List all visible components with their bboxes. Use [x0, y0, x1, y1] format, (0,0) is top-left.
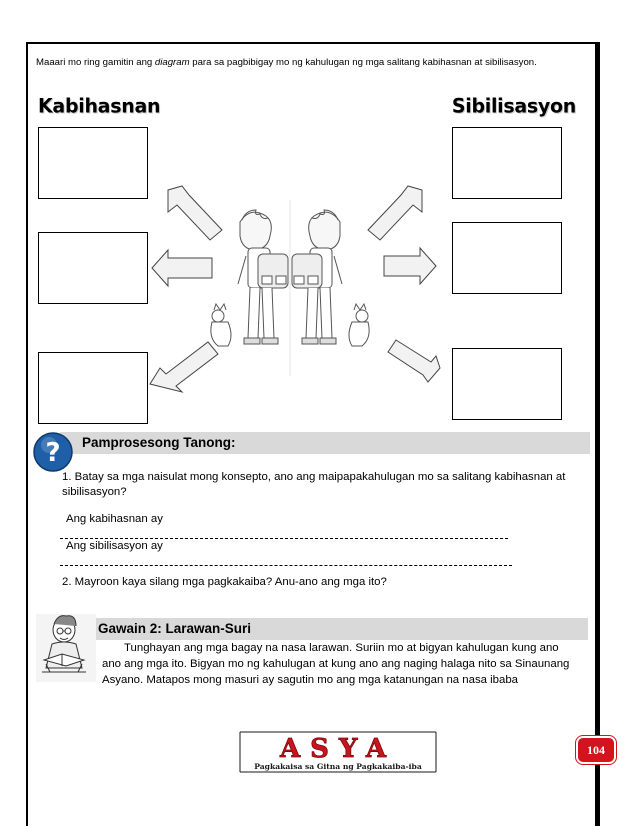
gawain-title: Gawain 2: Larawan-Suri — [98, 621, 252, 636]
answer-sibilisasyon-label: Ang sibilisasyon ay — [66, 540, 163, 552]
sibilisasyon-box-1[interactable] — [452, 127, 562, 199]
question-1-line-1: 1. Batay sa mga naisulat mong konsepto, ano ang maipapakahulugan mo sa salitang kabihasnan at — [62, 471, 566, 483]
pamprosesong-title: Pamprosesong Tanong: — [82, 435, 236, 450]
two-boys-illustration — [200, 200, 380, 376]
sibilisasyon-header: Sibilisasyon — [451, 94, 576, 118]
gawain-text-line-3: Asyano. Matapos mong masuri ay sagutin mo ang mga katanungan na nasa ibaba — [102, 674, 519, 686]
kabihasnan-box-2[interactable] — [38, 232, 148, 304]
gawain-text-line-2: ano ang mga ito. Bigyan mo ng kahulugan at kung ano ang naging halaga nito sa Sinaunang — [102, 658, 570, 670]
asya-logo — [236, 728, 440, 776]
answer-sibilisasyon-line[interactable] — [60, 565, 512, 566]
kabihasnan-header: Kabihasnan — [38, 94, 161, 118]
page-number-badge: 104 — [576, 736, 616, 764]
boy-left — [211, 210, 288, 346]
instruction-text: Maaari mo ring gamitin ang diagram para sa pagbibigay mo ng kahulugan ng mga salitang kabihasnan at sibilisasyon. — [36, 57, 537, 68]
instruction-emphasis: diagram — [154, 57, 190, 68]
sibilisasyon-box-3[interactable] — [452, 348, 562, 420]
answer-kabihasnan-label: Ang kabihasnan ay — [66, 513, 163, 525]
logo-word: ASYA — [279, 734, 397, 764]
question-2: 2. Mayroon kaya silang mga pagkakaiba? Anu-ano ang mga ito? — [62, 576, 387, 588]
boy-right — [292, 210, 369, 346]
kabihasnan-box-3[interactable] — [38, 352, 148, 424]
question-1-line-2: sibilisasyon? — [62, 486, 127, 498]
kabihasnan-box-1[interactable] — [38, 127, 148, 199]
student-reading-cartoon — [36, 614, 96, 682]
sibilisasyon-box-2[interactable] — [452, 222, 562, 294]
question-icon — [33, 432, 73, 472]
svg-text:?: ? — [45, 438, 61, 468]
logo-tagline: Pagkakaisa sa Gitna ng Pagkakaiba-iba — [254, 762, 422, 771]
gawain-text-line-1: Tunghayan ang mga bagay na nasa larawan. Suriin mo at bigyan kahulugan kung ano — [124, 642, 559, 654]
